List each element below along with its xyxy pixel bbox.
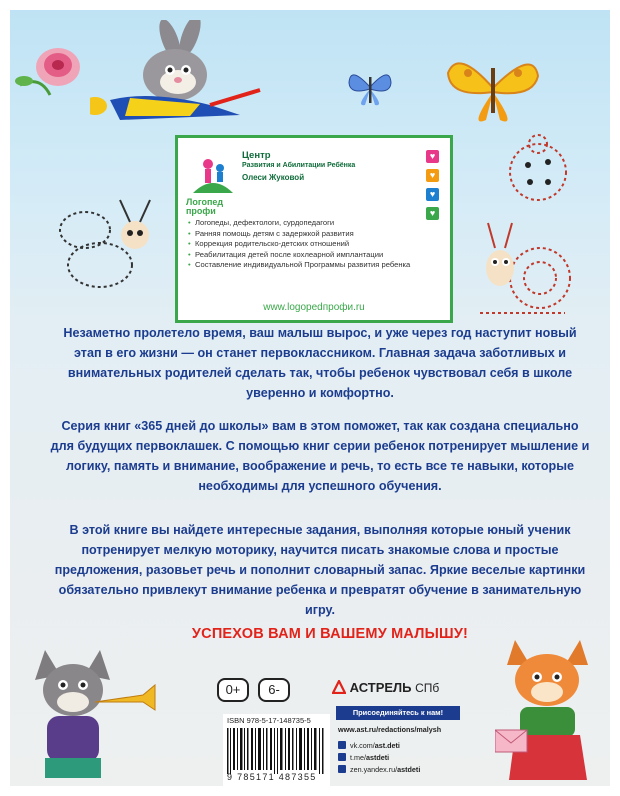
social-handle: astdeti xyxy=(365,753,390,762)
logo-text xyxy=(186,198,246,216)
center-website-link[interactable]: www.logopedпрофи.ru xyxy=(263,302,365,313)
zen-icon xyxy=(338,765,346,773)
center-name: Олеси Жуковой xyxy=(242,173,305,182)
center-title: Центр xyxy=(242,150,271,161)
barcode-block xyxy=(223,714,330,786)
social-handle: astdeti xyxy=(397,765,421,774)
vk-icon xyxy=(338,741,346,749)
services-list xyxy=(188,218,438,271)
logoped-profi-logo xyxy=(188,148,238,198)
social-prefix: zen.yandex.ru/ xyxy=(350,765,398,774)
publisher-website-link[interactable]: www.ast.ru/redactions/malysh xyxy=(338,725,442,734)
social-link-zen[interactable] xyxy=(338,764,420,776)
publisher-city: СПб xyxy=(415,681,440,695)
logo-line-1: Логопед xyxy=(186,197,224,207)
social-links xyxy=(338,740,420,776)
age-rating-badge: 0+ xyxy=(217,678,249,702)
service-item: • Ранняя помощь детям с задержкой развития xyxy=(188,229,438,240)
social-prefix: vk.com/ xyxy=(350,741,375,750)
age-rating-badge-2: 6- xyxy=(258,678,290,702)
ladybug-dotted-outline xyxy=(500,130,575,210)
description-paragraph-3: В этой книге вы найдете интересные задания, выполняя которые юный ученик потренирует мелкую моторику, научится писать знакомые слова и простые предложения, разовьет речь и пополнит словарный запас. Яркие веселые картинки обязательно привлекут внимание ребенка и превратят обучение в занимательную игру. xyxy=(54,523,586,617)
publisher-name: АСТРЕЛЬ xyxy=(349,680,412,695)
slogan: УСПЕХОВ ВАМ И ВАШЕМУ МАЛЫШУ! xyxy=(191,626,469,642)
social-link-vk[interactable] xyxy=(338,740,420,752)
social-handle: ast.deti xyxy=(374,741,400,750)
speech-center-ad xyxy=(175,135,453,323)
bunny-illustration xyxy=(90,20,270,130)
join-us-banner: Присоединяйтесь к нам! xyxy=(336,706,460,720)
logo-line-2: профи xyxy=(186,206,216,216)
telegram-icon xyxy=(338,753,346,761)
bee-dotted-outline xyxy=(40,195,170,305)
isbn-text: ISBN 978-5-17-148735-5 xyxy=(227,716,311,725)
publisher-logo xyxy=(332,680,439,695)
social-prefix: t.me/ xyxy=(350,753,366,762)
description-paragraph-1: Незаметно пролетело время, ваш малыш вырос, и уже через год наступит новый этап в его жизни — он станет первоклассником. Главная задача заботливых и внимательных родителей сделать так, чтобы ребенок чувствовал себя в школе уверенно и комфортно. xyxy=(63,326,577,400)
heart-orange-icon: ♥ xyxy=(426,169,439,182)
heart-green-icon: ♥ xyxy=(426,207,439,220)
service-item: • Реабилитация детей после кохлеарной имплантации xyxy=(188,250,438,261)
fox-envelope-illustration xyxy=(495,635,610,785)
barcode-bars xyxy=(227,728,325,774)
service-item: • Логопеды, дефектологи, сурдопедагоги xyxy=(188,218,438,229)
butterfly-blue-illustration xyxy=(345,65,395,110)
flower-illustration xyxy=(10,25,90,105)
service-item: • Коррекция родительско-детских отношений xyxy=(188,239,438,250)
snail-dotted-outline xyxy=(470,218,580,328)
butterfly-yellow-illustration xyxy=(438,48,548,128)
wolf-trumpet-illustration xyxy=(25,640,165,780)
barcode-number: 9 785171 487355 xyxy=(227,772,317,782)
heart-pink-icon: ♥ xyxy=(426,150,439,163)
heart-badges xyxy=(426,150,440,226)
social-link-telegram[interactable] xyxy=(338,752,420,764)
astrel-logo-icon xyxy=(332,680,346,694)
center-subtitle: Развития и Абилитации Ребёнка xyxy=(242,162,356,169)
service-item: • Составление индивидуальной Программы развития ребенка xyxy=(188,260,438,271)
description-paragraph-2: Серия книг «365 дней до школы» вам в этом поможет, так как создана специально для будущих первоклашек. С помощью книг серии ребенок потренирует мышление и логику, память и внимание, воображение и речь, то есть все те навыки, которые необходимы для успешного обучения. xyxy=(50,419,590,493)
book-back-cover xyxy=(10,10,610,786)
heart-blue-icon: ♥ xyxy=(426,188,439,201)
